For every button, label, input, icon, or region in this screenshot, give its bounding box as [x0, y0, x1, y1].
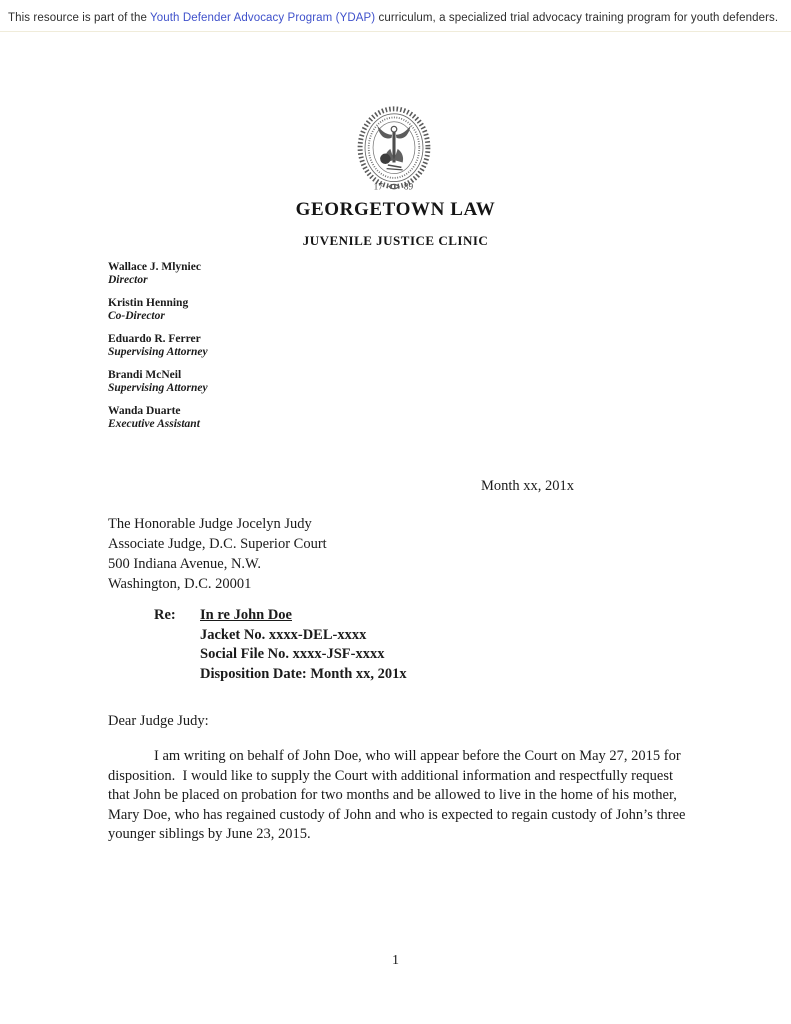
staff-title: Director — [108, 274, 148, 286]
recipient-line: Washington, D.C. 20001 — [108, 576, 252, 592]
ydap-link[interactable]: Youth Defender Advocacy Program (YDAP) — [150, 12, 376, 24]
page-number: 1 — [392, 953, 399, 968]
staff-title: Supervising Attorney — [108, 346, 208, 358]
staff-title: Executive Assistant — [108, 418, 200, 430]
staff-title: Co-Director — [108, 310, 165, 322]
staff-entry — [108, 405, 208, 431]
recipient-line: Associate Judge, D.C. Superior Court — [108, 536, 327, 552]
case-name: In re John Doe — [200, 607, 292, 623]
disposition-date-line: Disposition Date: Month xx, 201x — [200, 665, 407, 682]
staff-entry — [108, 297, 208, 323]
resource-banner — [0, 0, 791, 32]
staff-name: Wanda Duarte — [108, 405, 181, 417]
clinic-name: JUVENILE JUSTICE CLINIC — [302, 233, 489, 248]
georgetown-seal-icon — [357, 105, 431, 199]
recipient-address — [108, 514, 327, 594]
letter-date: Month xx, 201x — [481, 478, 575, 494]
recipient-line: The Honorable Judge Jocelyn Judy — [108, 516, 312, 532]
salutation: Dear Judge Judy: — [108, 713, 209, 729]
social-file-line: Social File No. xxxx-JSF-xxxx — [200, 646, 385, 662]
staff-name: Kristin Henning — [108, 297, 189, 309]
staff-entry — [108, 369, 208, 395]
recipient-line: 500 Indiana Avenue, N.W. — [108, 556, 262, 572]
re-content — [200, 606, 407, 684]
seal-year-right: 89 — [403, 182, 414, 193]
banner-prefix-text: This resource is part of the — [8, 12, 151, 24]
staff-entry — [108, 261, 208, 287]
body-paragraph: I am writing on behalf of John Doe, who will appear before the Court on May 27, 2015 for disposition. I would like to supply the Court with additional information and respectfully request that John be placed on probation for two months and be allowed to live in the home of his mother, Mary Doe, who has regained custody of John and who is expected to regain custody of John’s three younger siblings by June 23, 2015. — [108, 748, 690, 842]
staff-directory — [108, 261, 208, 441]
banner-suffix-text: curriculum, a specialized trial advocacy training program for youth defenders. — [375, 12, 779, 24]
staff-name: Wallace J. Mlyniec — [108, 261, 201, 273]
staff-name: Brandi McNeil — [108, 369, 182, 381]
staff-title: Supervising Attorney — [108, 382, 208, 394]
re-block — [154, 606, 407, 684]
seal-year-left: 17 — [373, 182, 383, 193]
jacket-number-line: Jacket No. xxxx-DEL-xxxx — [200, 626, 367, 643]
re-label: Re: — [154, 607, 176, 623]
staff-entry — [108, 333, 208, 359]
staff-name: Eduardo R. Ferrer — [108, 333, 201, 345]
organization-name: GEORGETOWN LAW — [295, 199, 496, 220]
